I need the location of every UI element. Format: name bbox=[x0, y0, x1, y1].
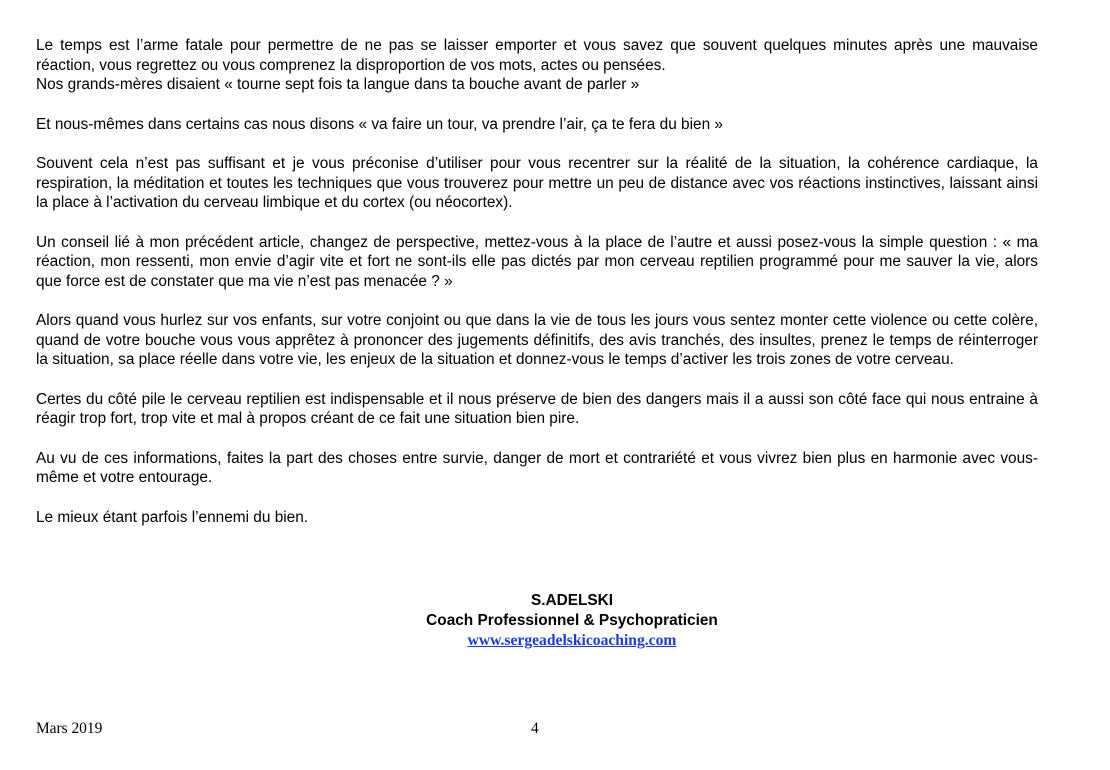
article-body bbox=[36, 36, 1038, 547]
paragraph-1: Le temps est l’arme fatale pour permettre de ne pas se laisser emporter et vous savez que souvent quelques minutes après une mauvaise réaction, vous regrettez ou vous comprenez la disproportion de vos mots, actes ou pensées. Nos grands-mères disaient « tourne sept fois ta langue dans ta bouche avant de parler » bbox=[36, 37, 1038, 93]
paragraph-2: Et nous-mêmes dans certains cas nous disons « va faire un tour, va prendre l’air, ça te fera du bien » bbox=[36, 115, 723, 133]
paragraph-6: Certes du côté pile le cerveau reptilien est indispensable et il nous préserve de bien des dangers mais il a aussi son côté face qui nous entraine à réagir trop fort, trop vite et mal à propos créant de ce fait une situation bien pire. bbox=[36, 390, 1038, 427]
paragraph-3: Souvent cela n’est pas suffisant et je vous préconise d’utiliser pour vous recentrer sur la réalité de la situation, la cohérence cardiaque, la respiration, la méditation et toutes les techniques que vous trouverez pour mettre un peu de distance avec vos réactions instinctives, laissant ainsi la place à l’activation du cerveau limbique et du cortex (ou néocortex). bbox=[36, 155, 1038, 211]
signature-block bbox=[0, 591, 1110, 651]
website-link[interactable]: www.sergeadelskicoaching.com bbox=[467, 632, 677, 649]
paragraph-5: Alors quand vous hurlez sur vos enfants, sur votre conjoint ou que dans la vie de tous les jours vous sentez monter cette violence ou cette colère, quand de votre bouche vous vous apprêtez à prononcer des jugements définitifs, des avis tranchés, des insultes, prenez le temps de réinterroger la situation, sa place réelle dans votre vie, les enjeux de la situation et donnez-vous le temps d’activer les trois zones de votre cerveau. bbox=[36, 312, 1038, 368]
paragraph-7: Au vu de ces informations, faites la part des choses entre survie, danger de mort et contrariété et vous vivrez bien plus en harmonie avec vous-même et votre entourage. bbox=[36, 449, 1038, 486]
author-title: Coach Professionnel & Psychopraticien bbox=[426, 612, 718, 629]
author-name: S.ADELSKI bbox=[530, 592, 614, 609]
footer-date: Mars 2019 bbox=[36, 720, 103, 737]
paragraph-8: Le mieux étant parfois l’ennemi du bien. bbox=[36, 508, 309, 526]
paragraph-4: Un conseil lié à mon précédent article, changez de perspective, mettez-vous à la place de l’autre et aussi posez-vous la simple question : « ma réaction, mon ressenti, mon envie d’agir vite et fort ne sont-ils elle pas dictés par mon cerveau reptilien programmé pour me sauver la vie, alors que force est de constater que ma vie n’est pas menacée ? » bbox=[36, 233, 1038, 290]
page-number: 4 bbox=[531, 720, 539, 737]
